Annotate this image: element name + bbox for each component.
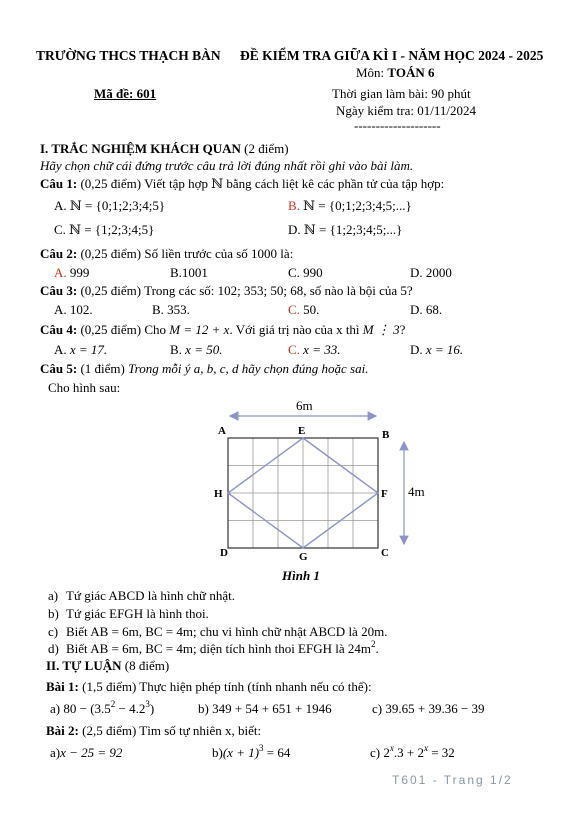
q5-instruction: Trong mỗi ý a, b, c, d hãy chọn đúng hoặc sai.: [128, 361, 369, 376]
statement-item: [48, 624, 387, 640]
bai2-part-b: [212, 742, 291, 761]
q4-option-d: [410, 342, 463, 358]
q4-text1: (0,25 điểm) Cho: [77, 322, 170, 337]
exam-duration: Thời gian làm bài: 90 phút: [332, 86, 471, 101]
q1-option-c: [54, 222, 154, 238]
part1-title: I. TRẮC NGHIỆM KHÁCH QUAN: [40, 141, 241, 156]
q4-b-text: x = 50.: [185, 342, 223, 357]
q4-a-letter: A.: [54, 342, 67, 357]
bai2-text: (2,5 điểm) Tìm số tự nhiên x, biết:: [78, 723, 262, 738]
bai2-b-key: b): [212, 745, 223, 760]
q4-condition: M ⋮ 3: [362, 322, 400, 337]
bai2-part-c: [370, 742, 455, 761]
bai2-stem: [46, 723, 261, 739]
width-label: 6m: [296, 398, 313, 413]
vertex-h: H: [214, 488, 223, 500]
bai1-a-exp2: 3: [145, 698, 150, 709]
q4-a-text: x = 17.: [69, 342, 108, 357]
school-name: TRƯỜNG THCS THẠCH BÀN: [36, 48, 221, 63]
bai1-c-key: c): [372, 701, 383, 716]
q5-points: (1 điểm): [77, 361, 129, 376]
statement-text: Tứ giác EFGH là hình thoi.: [66, 606, 209, 621]
q1-b-letter: B.: [288, 198, 300, 213]
q3-label: Câu 3:: [40, 283, 78, 298]
q3-option-d: D. 68.: [410, 302, 443, 317]
bai1-a-key: a): [50, 701, 61, 716]
part2-title: II. TỰ LUẬN: [46, 658, 122, 673]
q2-label: Câu 2:: [40, 246, 78, 261]
bai1-a-exp1: 2: [110, 698, 116, 709]
q1-option-a: [54, 198, 165, 214]
statement-key: d): [48, 641, 59, 656]
bai2-b-pre: (x + 1): [222, 745, 260, 760]
q3-option-c: [288, 302, 319, 318]
vertex-c: C: [381, 547, 389, 559]
subject-line: [356, 65, 435, 81]
q1-option-d: [288, 222, 402, 238]
q3-text: (0,25 điểm) Trong các số: 102; 353; 50; 68, số nào là bội của 5?: [77, 283, 413, 298]
part1-points: (2 điểm): [240, 141, 289, 156]
q4-d-letter: D.: [410, 342, 423, 357]
exam-date: Ngày kiểm tra: 01/11/2024: [336, 103, 476, 118]
statement-item: [48, 588, 235, 604]
q4-d-text: x = 16.: [425, 342, 464, 357]
bai1-part-c: [372, 701, 485, 717]
bai2-b-post: = 64: [263, 745, 291, 760]
statement-key: a): [48, 588, 59, 603]
q2-option-b: B.1001: [170, 265, 208, 280]
q2-text: (0,25 điểm) Số liền trước của số 1000 là:: [77, 246, 294, 261]
q1-stem: [40, 176, 444, 192]
bai1-stem: [46, 679, 372, 695]
statement-key: c): [48, 624, 59, 639]
q2-a-text: 999: [66, 265, 90, 280]
q3-option-b: B. 353.: [152, 302, 190, 317]
bai1-a-pre: 80 − (3.5: [63, 701, 111, 716]
q1-c-letter: C.: [54, 222, 66, 237]
bai2-c-key: c): [370, 745, 381, 760]
figure-grid: [228, 438, 378, 548]
vertex-f: F: [381, 488, 388, 500]
q1-b-text: ℕ = {0;1;2;3;4;5;...}: [303, 198, 412, 213]
vertex-e: E: [298, 425, 306, 437]
q4-label: Câu 4:: [40, 322, 78, 337]
bai2-b-exp: 3: [259, 742, 264, 753]
q1-label: Câu 1:: [40, 176, 78, 191]
figure-rectangle-rhombus: [200, 390, 430, 580]
part1-heading: [40, 141, 289, 157]
q4-stem: [40, 322, 405, 338]
bai1-part-b: [198, 701, 332, 717]
vertex-a: A: [218, 425, 226, 437]
part2-points: (8 điểm): [121, 658, 170, 673]
exam-code: Mã đề: 601: [94, 86, 157, 101]
bai2-a-expr: x − 25 = 92: [60, 745, 123, 760]
bai2-label: Bài 2:: [46, 723, 79, 738]
bai2-c-exp1: x: [389, 742, 394, 753]
q4-option-b: [170, 342, 222, 358]
q1-c-text: ℕ = {1;2;3;4;5}: [69, 222, 155, 237]
q2-option-d: D. 2000: [410, 265, 452, 280]
page-footer: T601 - Trang 1/2: [392, 773, 513, 787]
q2-a-letter: A.: [54, 265, 67, 280]
bai2-c-end: = 32: [427, 745, 455, 760]
header-divider: --------------------: [354, 118, 441, 133]
part1-instruction: Hãy chọn chữ cái đứng trước câu trả lời đúng nhất rồi ghi vào bài làm.: [40, 158, 414, 173]
statement-key: b): [48, 606, 59, 621]
subject-name: TOÁN 6: [387, 65, 435, 80]
bai1-part-a: [50, 698, 155, 717]
bai1-label: Bài 1:: [46, 679, 79, 694]
bai2-part-a: [50, 745, 122, 761]
bai2-a-key: a): [50, 745, 61, 760]
q5-stem: [40, 361, 368, 377]
q1-a-text: ℕ = {0;1;2;3;4;5}: [69, 198, 166, 213]
exam-title: ĐỀ KIỂM TRA GIỮA KÌ I - NĂM HỌC 2024 - 2025: [240, 48, 544, 63]
q1-d-letter: D.: [288, 222, 301, 237]
q1-text: (0,25 điểm) Viết tập hợp ℕ bằng cách liệt kê các phần tử của tập hợp:: [77, 176, 445, 191]
q3-option-a: A. 102.: [54, 302, 93, 317]
q1-option-b: [288, 198, 412, 214]
vertex-g: G: [299, 551, 308, 563]
bai2-c-mid: .3 + 2: [393, 745, 424, 760]
bai1-b-key: b): [198, 701, 209, 716]
vertex-d: D: [220, 547, 228, 559]
q4-b-letter: B.: [170, 342, 182, 357]
statement-item: [48, 606, 209, 622]
statement-item: [48, 638, 379, 657]
q3-c-letter: C.: [288, 302, 300, 317]
q2-option-c: C. 990: [288, 265, 323, 280]
q4-expression: M = 12 + x: [169, 322, 230, 337]
q1-d-text: ℕ = {1;2;3;4;5;...}: [303, 222, 403, 237]
statement-text: Tứ giác ABCD là hình chữ nhật.: [66, 588, 235, 603]
q4-text2: . Với giá trị nào của x thì: [229, 322, 363, 337]
bai1-text: (1,5 điểm) Thực hiện phép tính (tính nhanh nếu có thể):: [78, 679, 372, 694]
statement-end: .: [375, 641, 379, 656]
statement-text: Biết AB = 6m, BC = 4m; diện tích hình thoi EFGH là 24m: [66, 641, 371, 656]
height-label: 4m: [408, 484, 425, 499]
part2-heading: [46, 658, 169, 674]
q5-label: Câu 5:: [40, 361, 78, 376]
statement-superscript: 2: [371, 638, 376, 649]
q3-stem: [40, 283, 413, 299]
statement-text: Biết AB = 6m, BC = 4m; chu vi hình chữ nhật ABCD là 20m.: [66, 624, 388, 639]
q4-c-text: x = 33.: [303, 342, 341, 357]
bai1-c-expr: 39.65 + 39.36 − 39: [385, 701, 485, 716]
bai2-c-exp2: x: [423, 742, 428, 753]
q4-c-letter: C.: [288, 342, 300, 357]
q4-text3: ?: [399, 322, 406, 337]
q4-option-c: [288, 342, 340, 358]
vertex-b: B: [382, 429, 390, 441]
q1-a-letter: A.: [54, 198, 67, 213]
q5-intro: Cho hình sau:: [48, 380, 121, 395]
q3-c-text: 50.: [299, 302, 320, 317]
subject-prefix: Môn:: [356, 65, 388, 80]
bai1-b-expr: 349 + 54 + 651 + 1946: [212, 701, 332, 716]
figure-caption: Hình 1: [282, 568, 320, 583]
bai2-c-base1: 2: [383, 745, 390, 760]
bai1-a-mid: − 4.2: [115, 701, 146, 716]
q2-option-a: [54, 265, 89, 281]
q2-stem: [40, 246, 293, 262]
bai1-a-post: ): [149, 701, 155, 716]
q4-option-a: [54, 342, 107, 358]
